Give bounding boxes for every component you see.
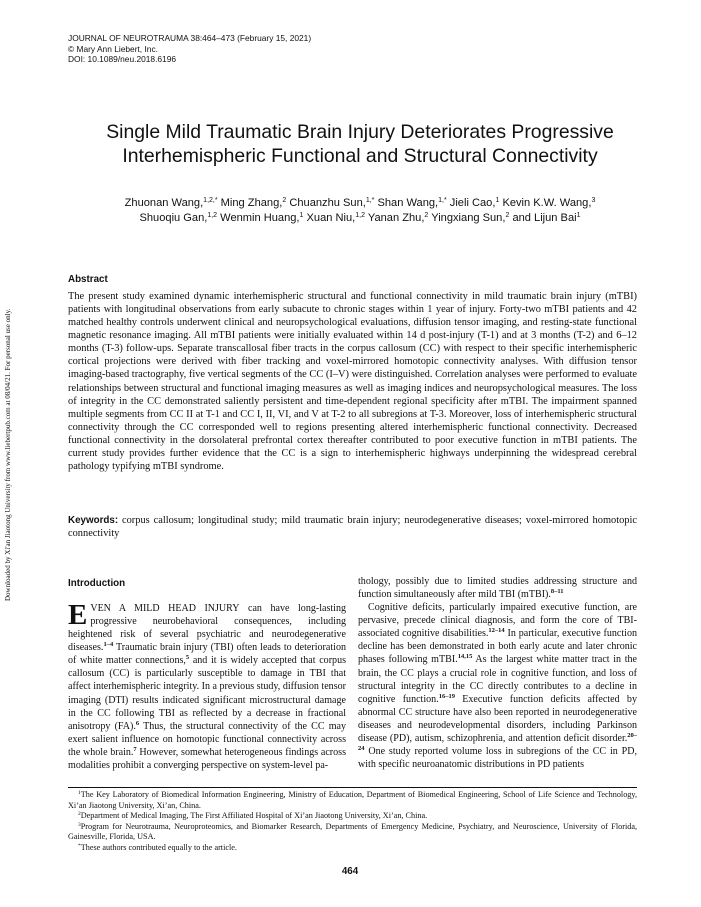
footnote-text: The Key Laboratory of Biomedical Information Engineering, Ministry of Education, Department of Biomedical Engineering, School of Life Science and Technology, Xi’an Jiaotong University, Xi’an, China. [68, 790, 637, 810]
footnote [68, 790, 637, 811]
citation-ref[interactable]: 8–11 [550, 588, 564, 596]
citation-ref[interactable]: 1–4 [103, 641, 114, 649]
author [512, 212, 580, 224]
text-run: Executive function deficits affected by abnormal CC structure have also been reported in neurodegenerative diseases and neurodevelopmental disorders, including Parkinson disease (PD), autism, schizophrenia, and attention deficit disorder. [358, 693, 637, 744]
citation-ref[interactable]: 14,15 [457, 653, 473, 661]
author-name: Yingxiang Sun, [431, 211, 506, 224]
author-affiliation-mark: 1 [576, 211, 581, 219]
footnote-mark: 1 [78, 790, 81, 796]
author-name: Shuoqiu Gan, [139, 211, 208, 224]
intro-paragraph-2 [358, 601, 637, 771]
citation-ref[interactable]: 16–19 [438, 692, 455, 700]
author-affiliation-mark: 1 [495, 197, 500, 204]
text-run: In particular, executive function decline has been demonstrated in both early acute and later chronic phases following mTBI. [358, 628, 637, 666]
author [289, 197, 374, 209]
author [139, 212, 217, 224]
journal-header [68, 33, 311, 65]
text-run: thology, possibly due to limited studies addressing structure and function simultaneously after mild TBI (mTBI). [358, 576, 637, 601]
author-affiliation-mark: 1,* [365, 197, 375, 204]
abstract-heading: Abstract [68, 274, 108, 285]
author-affiliation-mark: 1,2 [355, 211, 365, 219]
author [221, 197, 287, 209]
text-run: and it is widely accepted that corpus callosum (CC) is particularly susceptible to damage in TBI that affect interhemispheric integrity. In a previous study, diffusion tensor imaging (DTI) results indicated significant microstructural damage in the CC following TBI as reflected by a decrease in fractional anisotropy (FA). [68, 655, 347, 732]
author-name: Ming Zhang, [220, 197, 283, 209]
author-name: Shan Wang, [377, 197, 439, 209]
text-run: can have long-lasting progressive neurobehavioral consequences, including heightened risk of several psychiatric and neurodegenerative diseases. [68, 603, 346, 654]
author [125, 197, 218, 209]
journal-citation: JOURNAL OF NEUROTRAUMA 38:464–473 (February 15, 2021) [68, 33, 312, 43]
copyright-line: © Mary Ann Liebert, Inc. [68, 43, 158, 54]
footnote-mark: * [78, 842, 81, 849]
author [450, 197, 500, 209]
download-watermark: Downloaded by Xi'an Jiaotong University from www.liebertpub.com at 08/04/21. For personal use only. [4, 308, 12, 601]
article-title [60, 120, 660, 168]
intro-right-column [358, 575, 637, 771]
text-run: As the largest white matter tract in the brain, the CC plays a crucial role in cognitive function, and loss of structural integrity in the CC directly contributes to a decline in cognitive function. [358, 654, 637, 705]
affiliation-footnotes [68, 790, 637, 853]
footnote [68, 822, 637, 843]
author-affiliation-mark: 1,2 [207, 211, 218, 219]
footnote-text: These authors contributed equally to the article. [80, 842, 237, 852]
footnote-mark: 3 [78, 821, 81, 828]
author [368, 212, 428, 224]
author [502, 197, 595, 209]
footnote [68, 811, 637, 822]
intro-left-column [68, 599, 347, 772]
author [377, 197, 446, 209]
text-run: Cognitive deficits, particularly impaired executive function, are pervasive, precede clinical diagnosis, and form the core of TBI-associated cognitive disabilities. [358, 602, 637, 640]
footnote-text: Department of Medical Imaging, The First Affiliated Hospital of Xi’an Jiaotong University, Xi’an, China. [80, 811, 428, 820]
citation-ref[interactable]: 6 [135, 719, 140, 727]
title-line-2: Interhemispheric Functional and Structural Connectivity [122, 145, 598, 167]
footnote-text: Program for Neurotrauma, Neuroproteomics, and Biomarker Research, Departments of Emergency Medicine, Psychiatry, and Neuroscience, University of Florida, Gainesville, Florida, USA. [68, 821, 637, 841]
keywords [68, 514, 637, 540]
author-affiliation-mark: 2 [424, 211, 429, 219]
footnote [68, 843, 637, 854]
citation-ref[interactable]: 20–24 [358, 731, 637, 753]
footnote-mark: 2 [78, 811, 81, 817]
author-name: Kevin K.W. Wang, [502, 197, 592, 209]
intro-lead-smallcaps: VEN A MILD HEAD INJURY [90, 603, 240, 614]
author-name: Yanan Zhu, [367, 211, 425, 224]
author-affiliation-mark: 2 [505, 211, 510, 219]
intro-left-text [68, 599, 347, 771]
author [220, 212, 303, 224]
citation-ref[interactable]: 7 [133, 745, 137, 753]
text-run: Traumatic brain injury (TBI) often leads to deterioration of white matter connections, [68, 642, 346, 667]
author-name: Zhuonan Wang, [124, 197, 204, 209]
author-list [70, 196, 650, 225]
author-name: Xuan Niu, [306, 211, 356, 224]
doi-line[interactable]: DOI: 10.1089/neu.2018.6196 [68, 54, 177, 65]
citation-ref[interactable]: 12–14 [488, 627, 505, 635]
page-number: 464 [341, 866, 359, 877]
intro-paragraph-continued [358, 575, 637, 601]
author [431, 212, 509, 224]
drop-cap: E [68, 599, 88, 631]
introduction-heading: Introduction [68, 578, 126, 589]
footnote-divider [68, 787, 637, 788]
author-affiliation-mark: 1,* [438, 197, 447, 204]
author-name: Wenmin Huang, [220, 211, 300, 224]
author-affiliation-mark: 1,2,* [203, 197, 218, 204]
title-line-1: Single Mild Traumatic Brain Injury Deteriorates Progressive [106, 121, 614, 143]
keywords-text: corpus callosum; longitudinal study; mild traumatic brain injury; neurodegenerative diseases; voxel-mirrored homotopic connectivity [68, 515, 637, 540]
author [307, 212, 365, 224]
keywords-label: Keywords: [68, 515, 119, 526]
text-run: Thus, the structural connectivity of the CC may exert salient influence on homotopic functional connectivity across the whole brain. [68, 720, 346, 758]
text-run: However, somewhat heterogeneous findings across modalities prohibit a converging perspective on system-level pa- [68, 746, 346, 771]
intro-paragraph-1 [68, 599, 347, 772]
author-name: and Lijun Bai [512, 211, 577, 224]
author-affiliation-mark: 1 [299, 211, 304, 219]
citation-ref[interactable]: 5 [185, 654, 190, 662]
author-name: Jieli Cao, [449, 197, 496, 209]
author-affiliation-mark: 2 [282, 197, 287, 204]
author-name: Chuanzhu Sun, [289, 197, 366, 209]
text-run: One study reported volume loss in subregions of the CC in PD, with specific neuroanatomic distributions in PD patients [358, 746, 637, 771]
abstract-text: The present study examined dynamic interhemispheric structural and functional connectivity in mild traumatic brain injury (mTBI) patients with longitudinal observations from early subacute to chronic stages within 1 year of injury. Forty-two mTBI patients and 42 matched healthy controls underwent clinical and neuropsychological evaluations, diffusion tensor imaging, and resting-state functional magnetic resonance imaging. All mTBI patients were initially evaluated within 14 d post-injury (T-1) and at 3 months (T-2) and 6–12 months (T-3) follow-ups. Separate transcallosal fiber tracts in the corpus callosum (CC) with respect to their specific interhemispheric cortical projections were derived with fiber tracking and voxel-mirrored homotopic connectivity analyses. With diffusion tensor imaging-based tractography, five vertical segments of the CC (I–V) were distinguished. Correlation analyses were performed to evaluate relationships between structural and functional imaging measures as well as imaging indices and neuropsychological measures. The loss of integrity in the CC demonstrated saliently persistent and time-dependent regional specificity after mTBI. The impairment spanned multiple segments from CC II at T-1 and CC I, II, VI, and V at T-2 to all subregions at T-3. Moreover, loss of interhemispheric structural connectivity through the CC corresponded well to regions presenting altered interhemispheric functional connectivity. Decreased functional connectivity in the dorsolateral prefrontal cortex thereafter contributed to poor executive function in mTBI patients. The current study provides further evidence that the CC is a sign to interhemispheric highways underpinning the widespread cerebral pathology typifying mTBI syndrome. [68, 291, 637, 473]
author-affiliation-mark: 3 [591, 197, 596, 204]
